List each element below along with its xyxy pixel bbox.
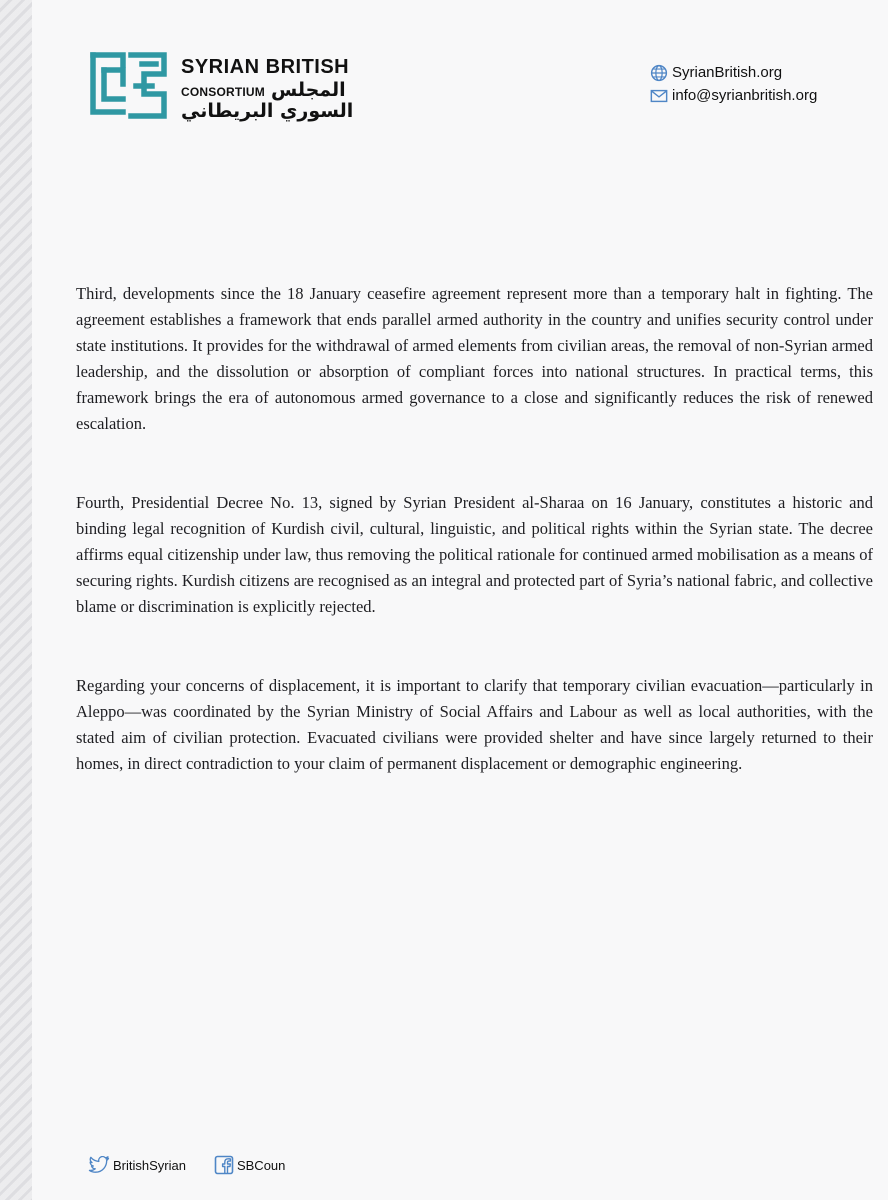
decorative-left-stripe xyxy=(0,0,32,1200)
twitter-link[interactable] xyxy=(88,1156,186,1174)
facebook-handle: SBCoun xyxy=(236,1157,286,1173)
globe-icon xyxy=(650,64,668,82)
logo-arabic-line-2: المجلس xyxy=(271,79,346,101)
logo-arabic-line-3: السوري البريطاني xyxy=(181,100,354,122)
logo-line-2 xyxy=(181,80,361,100)
logo-line-1: SYRIAN BRITISH xyxy=(181,56,350,78)
paragraph-fourth: Fourth, Presidential Decree No. 13, signed by Syrian President al-Sharaa on 16 January, constitutes a historic and binding legal recognition of Kurdish civil, cultural, linguistic, and political rights within the Syrian state. The decree affirms equal citizenship under law, thus removing the political rationale for continued armed mobilisation as a means of securing rights. Kurdish citizens are recognised as an integral and protected part of Syria’s national fabric, and collective blame or discrimination is explicitly rejected. xyxy=(76,493,873,616)
social-footer xyxy=(88,1153,388,1177)
consortium-logo-icon xyxy=(86,50,172,122)
logo-wordmark xyxy=(181,56,361,122)
email-text: info@syrianbritish.org xyxy=(672,87,818,104)
paragraph-third: Third, developments since the 18 January ceasefire agreement represent more than a temporary halt in fighting. The agreement establishes a framework that ends parallel armed authority in the country and unifies security control under state institutions. It provides for the withdrawal of armed elements from civilian areas, the removal of non-Syrian armed leadership, and the dissolution or absorption of compliant forces into national structures. In practical terms, this framework brings the era of autonomous armed governance to a close and significantly reduces the risk of renewed escalation. xyxy=(76,284,873,433)
logo-consortium-text: CONSORTIUM xyxy=(181,85,265,99)
website-text: SyrianBritish.org xyxy=(672,64,783,81)
mail-icon xyxy=(650,87,668,105)
email-link[interactable] xyxy=(650,84,850,107)
facebook-icon xyxy=(214,1155,234,1175)
twitter-handle: BritishSyrian xyxy=(113,1157,186,1173)
facebook-link[interactable] xyxy=(214,1155,285,1175)
website-link[interactable] xyxy=(650,61,850,84)
letter-body xyxy=(76,281,873,777)
twitter-icon xyxy=(88,1156,110,1174)
paragraph-displacement: Regarding your concerns of displacement, it is important to clarify that temporary civilian evacuation—particularly in Aleppo—was coordinated by the Syrian Ministry of Social Affairs and Labour as well as local authorities, with the stated aim of civilian protection. Evacuated civilians were provided shelter and have since largely returned to their homes, in direct contradiction to your claim of permanent displacement or demographic engineering. xyxy=(76,676,873,773)
contact-block xyxy=(650,61,850,107)
